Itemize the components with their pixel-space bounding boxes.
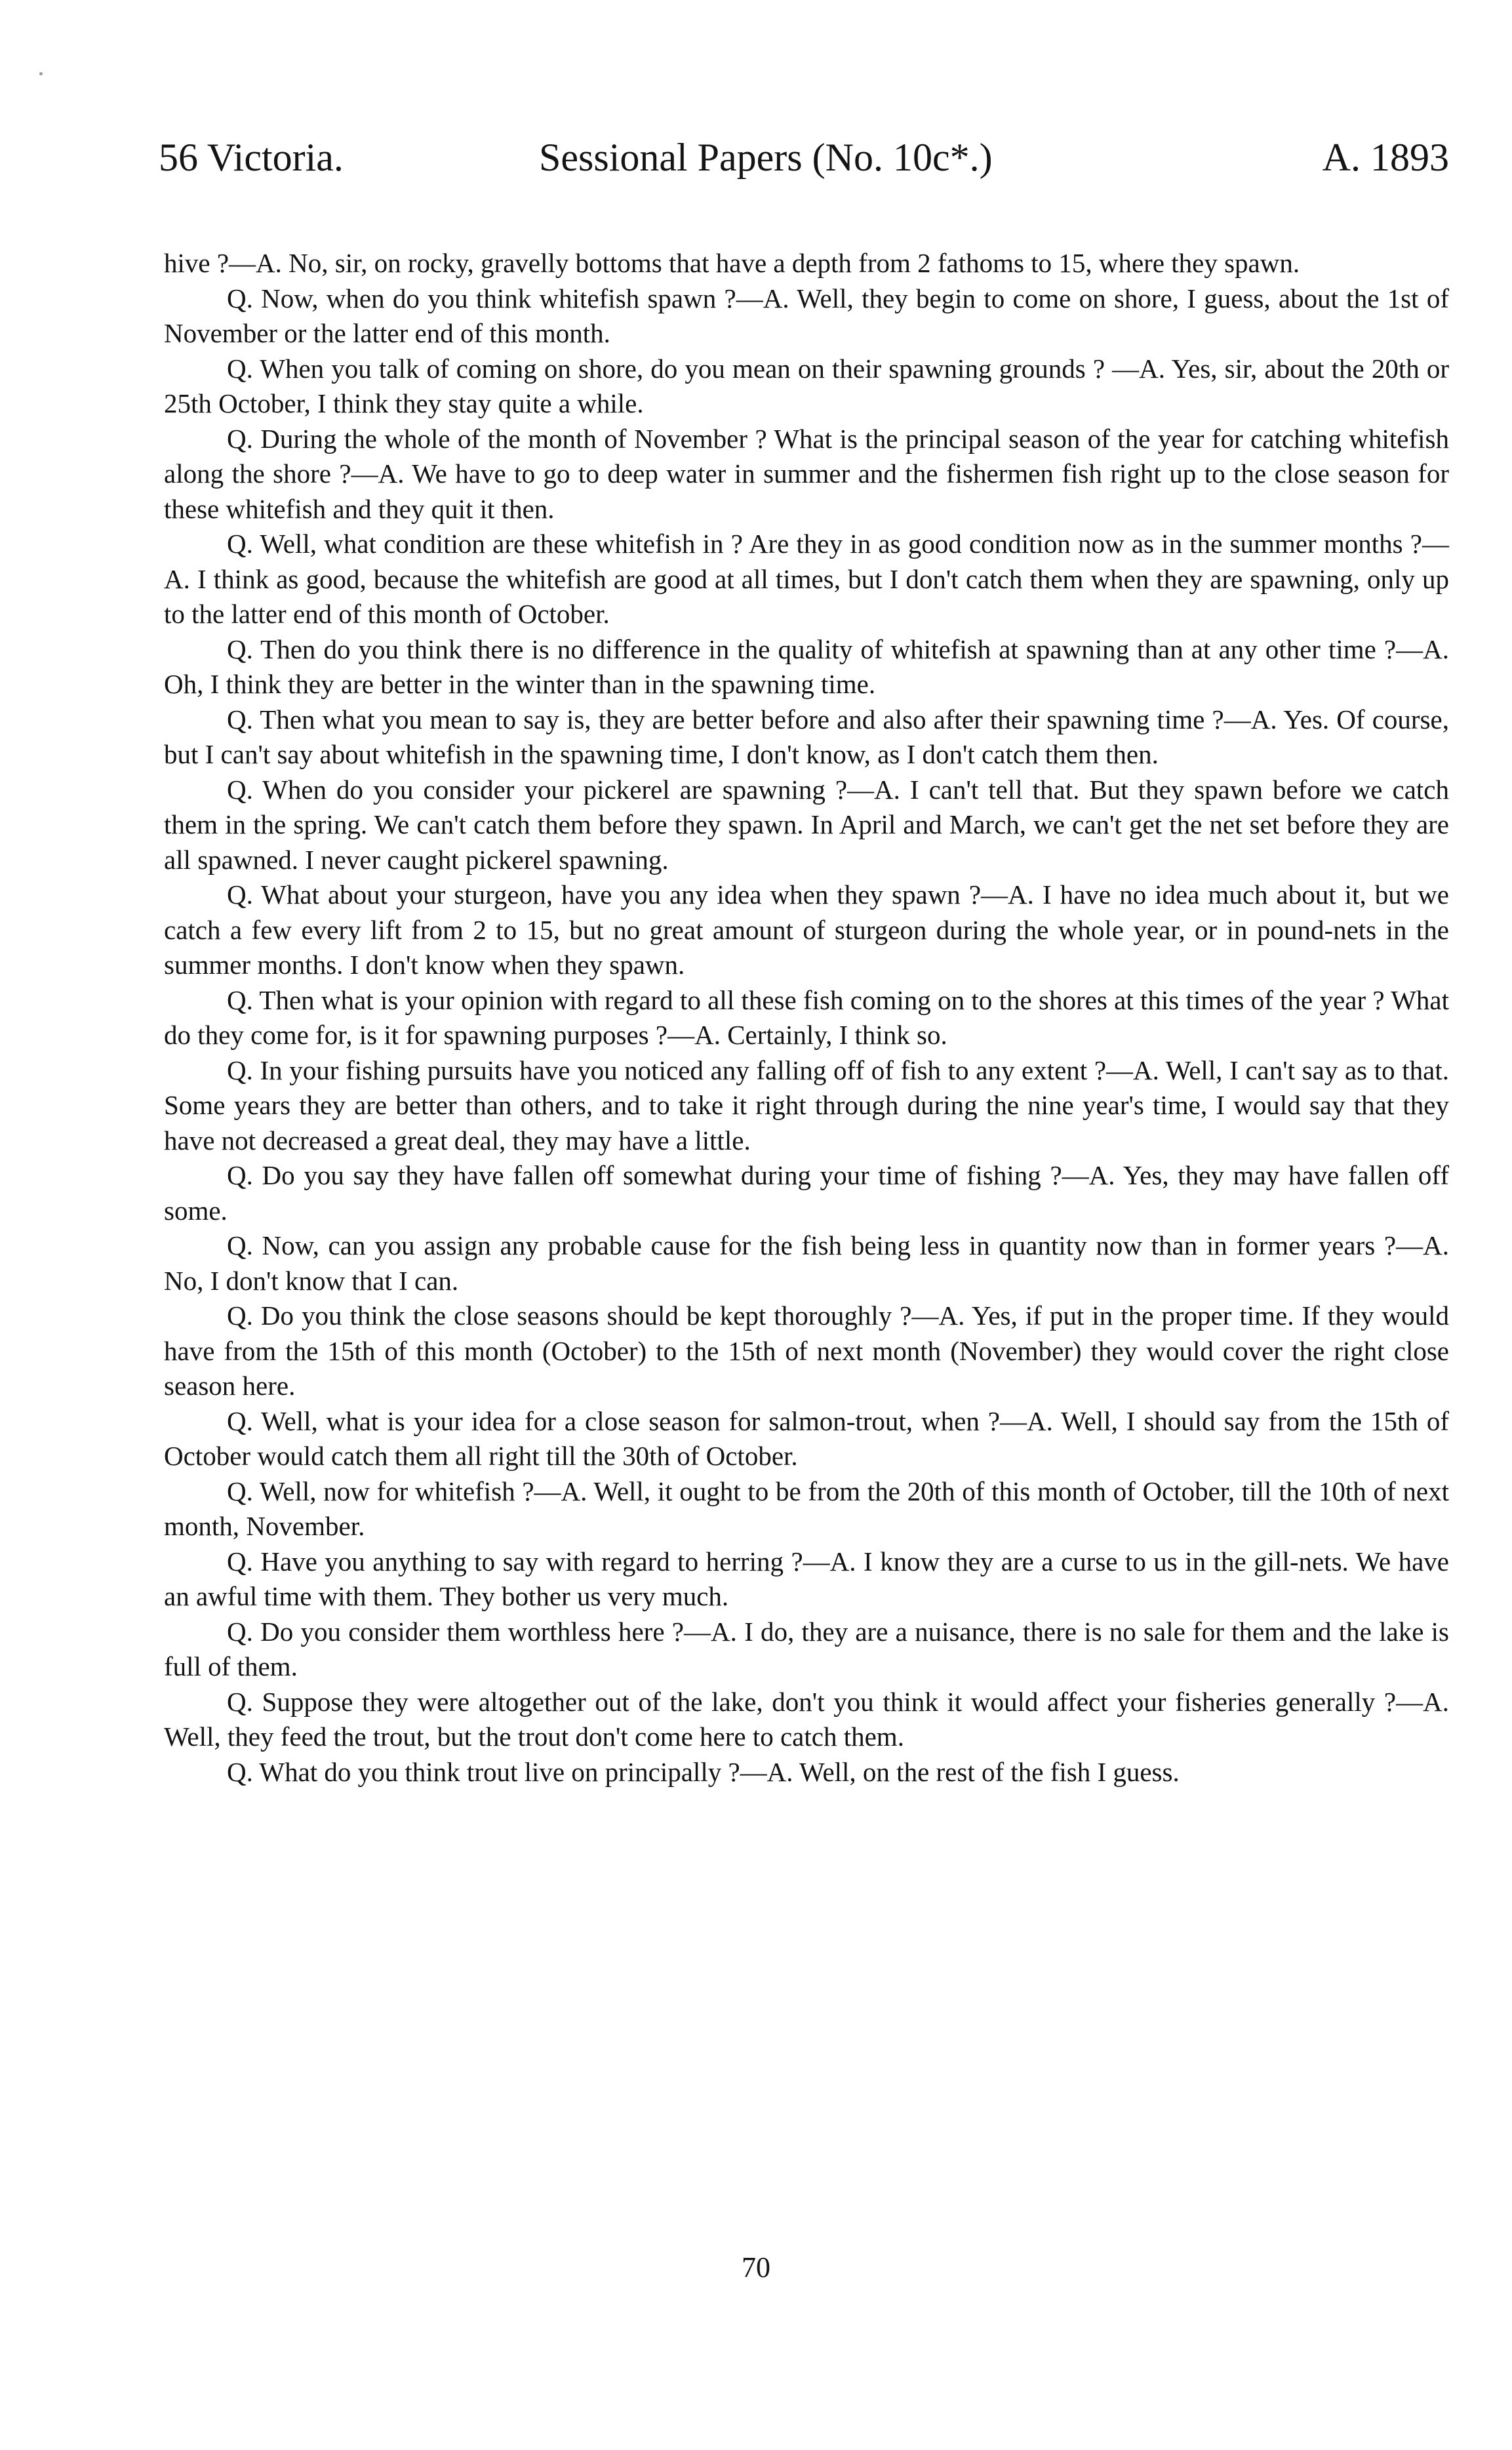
paragraph: Q. Well, what is your idea for a close season for salmon-trout, when ?—A. Well, I should say from the 15th of October would catch them all right till the 30th of October. (164, 1405, 1449, 1471)
paragraph: Q. Have you anything to say with regard to herring ?—A. I know they are a curse to us in the gill-nets. We have an awful time with them. They bother us very much. (164, 1546, 1449, 1611)
paragraph: Q. Well, what condition are these whitefish in ? Are they in as good condition now as in the summer months ?—A. I think as good, because the whitefish are good at all times, but I don't catch them when they are spawning, only up to the latter end of this month of October. (164, 529, 1449, 629)
paragraph: Q. Do you say they have fallen off somewhat during your time of fishing ?—A. Yes, they may have fallen off some. (164, 1160, 1449, 1226)
paragraph: Q. Do you think the close seasons should be kept thoroughly ?—A. Yes, if put in the proper time. If they would have from the 15th of this month (October) to the 15th of next month (November) they would cover the right close season here. (164, 1300, 1449, 1401)
header-year: A. 1893 (1322, 136, 1449, 179)
header-volume: 56 Victoria. (159, 136, 344, 179)
paragraph: Q. Then do you think there is no difference in the quality of whitefish at spawning than at any other time ?—A. Oh, I think they are better in the winter than in the spawning time. (164, 633, 1449, 699)
paragraph: Q. When you talk of coming on shore, do you mean on their spawning grounds ? —A. Yes, sir, about the 20th or 25th October, I think they stay quite a while. (164, 353, 1449, 418)
paragraph: Q. What do you think trout live on principally ?—A. Well, on the rest of the fish I guess. (227, 1756, 1180, 1787)
paragraph: Q. During the whole of the month of November ? What is the principal season of the year for catching whitefish along the shore ?—A. We have to go to deep water in summer and the fishermen fish right up to the close season for these whitefish and they quit it then. (164, 423, 1449, 524)
scan-speck (39, 72, 43, 75)
page-number: 70 (742, 2251, 770, 2283)
paragraph: Q. In your fishing pursuits have you noticed any falling off of fish to any extent ?—A. Well, I can't say as to that. Some years they are better than others, and to take it right through during the nine year's time, I would say that they have not decreased a great deal, they may have a little. (164, 1054, 1449, 1155)
continued-paragraph: hive ?—A. No, sir, on rocky, gravelly bottoms that have a depth from 2 fathoms to 15, where they spawn. (164, 248, 1300, 278)
paragraph: Q. Then what is your opinion with regard to all these fish coming on to the shores at this times of the year ? What do they come for, is it for spawning purposes ?—A. Certainly, I think so. (164, 984, 1449, 1050)
paragraph: Q. Suppose they were altogether out of the lake, don't you think it would affect your fisheries generally ?—A. Well, they feed the trout, but the trout don't come here to catch them. (164, 1686, 1449, 1752)
paragraph: Q. Well, now for whitefish ?—A. Well, it ought to be from the 20th of this month of October, till the 10th of next month, November. (164, 1476, 1449, 1541)
running-header (159, 134, 1449, 180)
paragraph: Q. Do you consider them worthless here ?—A. I do, they are a nuisance, there is no sale for them and the lake is full of them. (164, 1616, 1449, 1681)
paragraph: Q. When do you consider your pickerel are spawning ?—A. I can't tell that. But they spawn before we catch them in the spring. We can't catch them before they spawn. In April and March, we can't get the net set before they are all spawned. I never caught pickerel spawning. (164, 774, 1449, 875)
page-body (164, 246, 1449, 1790)
header-title: Sessional Papers (No. 10c*.) (539, 136, 993, 179)
paragraph: Q. Now, when do you think whitefish spawn ?—A. Well, they begin to come on shore, I guess, about the 1st of November or the latter end of this month. (164, 283, 1449, 348)
paragraph: Q. Now, can you assign any probable cause for the fish being less in quantity now than in former years ?—A. No, I don't know that I can. (164, 1230, 1449, 1296)
paragraph: Q. Then what you mean to say is, they are better before and also after their spawning time ?—A. Yes. Of course, but I can't say about whitefish in the spawning time, I don't know, as I don't catch them then. (164, 704, 1449, 769)
paragraph: Q. What about your sturgeon, have you any idea when they spawn ?—A. I have no idea much about it, but we catch a few every lift from 2 to 15, but no great amount of sturgeon during the whole year, or in pound-nets in the summer months. I don't know when they spawn. (164, 879, 1449, 980)
